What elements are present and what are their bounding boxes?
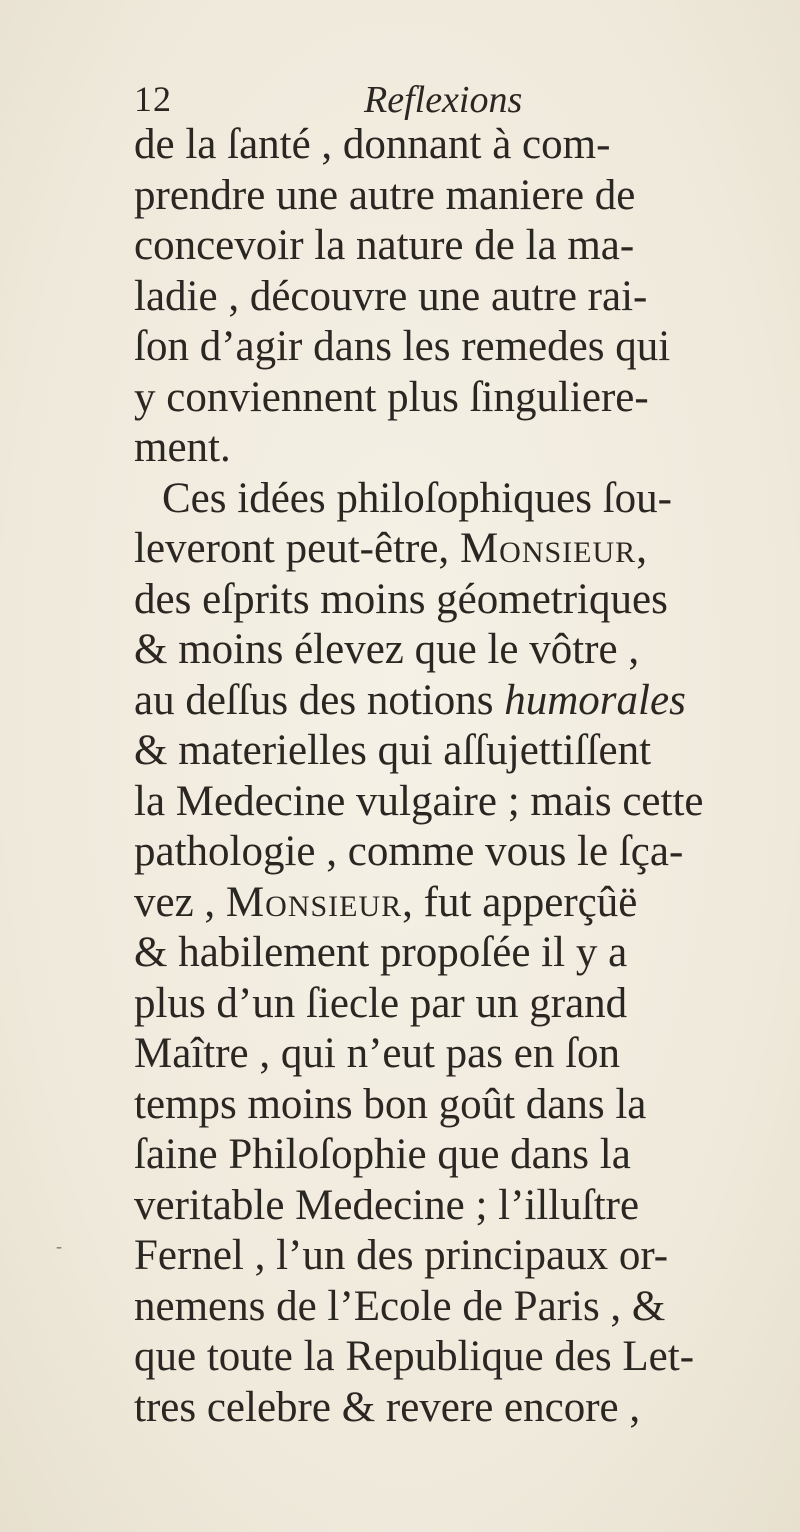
text-line: & moins élevez que le vôtre , — [134, 626, 640, 673]
text-line: veritable Medecine ; l’illuſtre — [134, 1181, 640, 1229]
text-line: & materielles qui aſſujettiſſent — [134, 727, 652, 774]
text-line: ment. — [134, 424, 231, 471]
text-line: plus d’un ſiecle par un grand — [134, 979, 628, 1027]
italic-word: humorales — [504, 676, 686, 724]
text-line: que toute la Republique des Let- — [134, 1333, 695, 1380]
text-line: & habilement propoſée il y a — [134, 929, 628, 976]
text-line: pathologie , comme vous le ſça- — [134, 828, 684, 875]
text-line: des eſprits moins géometriques — [134, 575, 668, 623]
text-line: de la ſanté , donnant à com- — [134, 121, 611, 168]
small-caps-word: Monsieur — [225, 878, 403, 926]
text-line: ſon d’agir dans les remedes qui — [134, 323, 671, 370]
running-title: Reflexions — [364, 79, 523, 121]
text-line: y conviennent plus ſinguliere- — [134, 373, 649, 421]
text-line — [134, 878, 774, 929]
comma: , — [402, 878, 413, 926]
text-line: nemens de l’Ecole de Paris , & — [134, 1282, 666, 1330]
text-line: tres celebre & revere encore , — [134, 1383, 641, 1431]
comma: , — [636, 525, 647, 572]
text-line — [134, 524, 774, 575]
text-line: temps moins bon goût dans la — [134, 1080, 647, 1128]
text-line: la Medecine vulgaire ; mais cette — [134, 777, 704, 825]
text-line: Maître , qui n’eut pas en ſon — [134, 1030, 621, 1077]
text-line: Ces idées philoſophiques ſou- — [162, 474, 672, 522]
text-fragment: au deſſus des notions — [134, 676, 494, 724]
text-fragment: vez , — [134, 878, 216, 926]
margin-mark: - — [56, 1236, 62, 1256]
text-line: prendre une autre maniere de — [134, 171, 636, 219]
text-fragment: fut apperçûë — [423, 878, 638, 926]
text-fragment: leveront peut-être, — [134, 525, 450, 572]
text-line: Fernel , l’un des principaux or- — [134, 1232, 669, 1279]
text-line: ſaine Philoſophie que dans la — [134, 1131, 631, 1178]
text-line — [134, 676, 774, 727]
page-number: 12 — [134, 79, 172, 119]
body-text — [134, 120, 774, 1433]
small-caps-word: Monsieur — [459, 525, 637, 572]
text-line: concevoir la nature de la ma- — [134, 222, 635, 269]
text-line: ladie , découvre une autre rai- — [134, 272, 648, 320]
